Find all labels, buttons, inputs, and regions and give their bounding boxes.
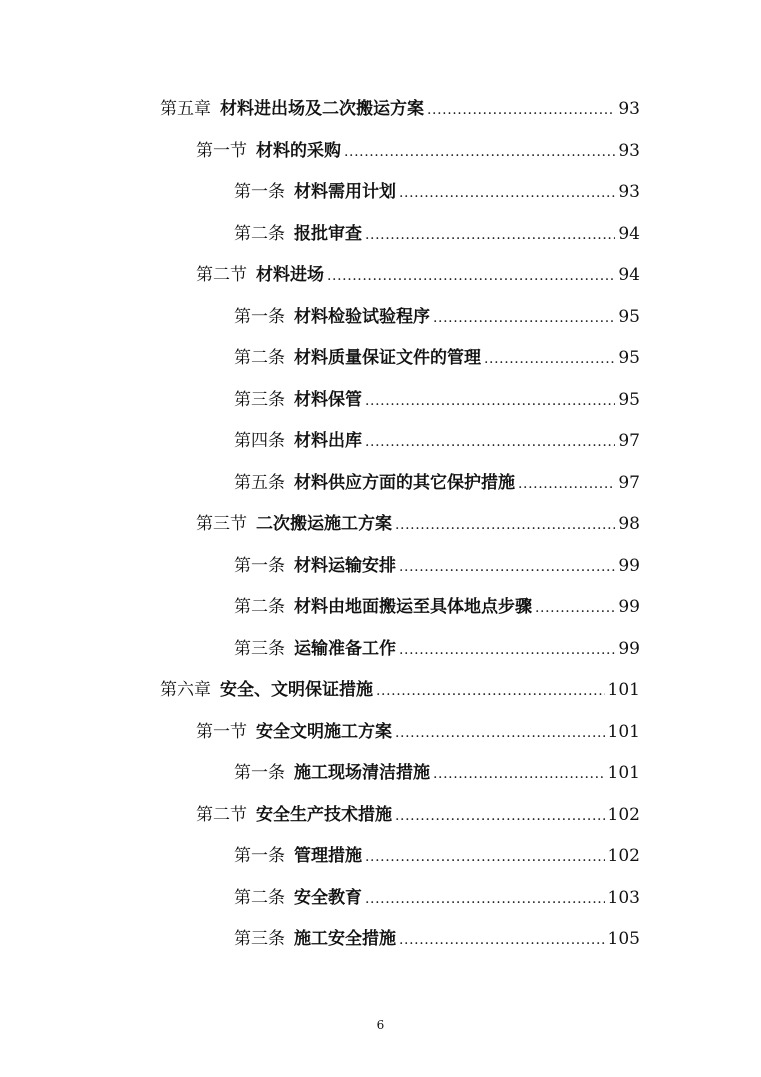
dot-leader — [365, 429, 615, 455]
toc-entry-page: 94 — [618, 224, 640, 244]
toc-entry-page: 97 — [618, 431, 640, 451]
toc-entry-chapter[interactable] — [160, 677, 640, 703]
toc-entry-number: 第一条 — [234, 763, 285, 783]
toc-entry-title: 材料的采购 — [256, 141, 341, 161]
toc-entry-number: 第二条 — [234, 224, 285, 244]
toc-entry-title: 报批审查 — [294, 224, 362, 244]
toc-entry-title: 安全、文明保证措施 — [220, 680, 373, 700]
toc-entry-title: 材料运输安排 — [294, 556, 396, 576]
dot-leader — [365, 886, 605, 912]
toc-entry-number: 第六章 — [160, 680, 211, 700]
dot-leader — [433, 761, 605, 787]
toc-entry-chapter[interactable] — [160, 96, 640, 122]
toc-entry-article[interactable] — [234, 387, 640, 413]
toc-entry-article[interactable] — [234, 428, 640, 454]
toc-entry-title: 材料检验试验程序 — [294, 307, 430, 327]
dot-leader — [518, 471, 615, 497]
toc-entry-number: 第一节 — [196, 722, 247, 742]
toc-entry-page: 101 — [607, 763, 640, 783]
dot-leader — [399, 927, 605, 953]
toc-entry-section[interactable] — [196, 719, 640, 745]
toc-entry-number: 第一条 — [234, 556, 285, 576]
dot-leader — [395, 512, 615, 538]
toc-entry-page: 95 — [618, 348, 640, 368]
toc-entry-article[interactable] — [234, 594, 640, 620]
dot-leader — [395, 803, 605, 829]
dot-leader — [395, 720, 605, 746]
toc-entry-page: 99 — [618, 639, 640, 659]
toc-entry-number: 第一条 — [234, 182, 285, 202]
toc-entry-page: 95 — [618, 307, 640, 327]
toc-entry-article[interactable] — [234, 345, 640, 371]
toc-entry-page: 99 — [618, 597, 640, 617]
toc-entry-number: 第二条 — [234, 348, 285, 368]
toc-entry-title: 安全文明施工方案 — [256, 722, 392, 742]
toc-entry-number: 第三节 — [196, 514, 247, 534]
toc-entry-number: 第三条 — [234, 929, 285, 949]
toc-entry-section[interactable] — [196, 802, 640, 828]
toc-entry-title: 施工现场清洁措施 — [294, 763, 430, 783]
toc-entry-article[interactable] — [234, 179, 640, 205]
toc-entry-title: 材料保管 — [294, 390, 362, 410]
toc-entry-page: 93 — [618, 182, 640, 202]
toc-entry-page: 93 — [618, 141, 640, 161]
toc-entry-article[interactable] — [234, 553, 640, 579]
toc-entry-page: 105 — [607, 929, 640, 949]
dot-leader — [433, 305, 615, 331]
toc-entry-page: 103 — [607, 888, 640, 908]
toc-entry-number: 第二条 — [234, 888, 285, 908]
toc-entry-article[interactable] — [234, 885, 640, 911]
toc-entry-title: 施工安全措施 — [294, 929, 396, 949]
dot-leader — [344, 139, 615, 165]
toc-entry-number: 第四条 — [234, 431, 285, 451]
page-number: 6 — [376, 1018, 385, 1032]
toc-entry-page: 102 — [607, 805, 640, 825]
toc-entry-section[interactable] — [196, 262, 640, 288]
toc-entry-title: 安全生产技术措施 — [256, 805, 392, 825]
toc-entry-number: 第一节 — [196, 141, 247, 161]
toc-entry-title: 材料需用计划 — [294, 182, 396, 202]
toc-entry-number: 第五章 — [160, 99, 211, 119]
toc-entry-number: 第二节 — [196, 265, 247, 285]
toc-entry-page: 94 — [618, 265, 640, 285]
toc-entry-title: 管理措施 — [294, 846, 362, 866]
dot-leader — [327, 263, 615, 289]
toc-entry-page: 99 — [618, 556, 640, 576]
toc-entry-page: 98 — [618, 514, 640, 534]
toc-entry-number: 第五条 — [234, 473, 285, 493]
toc-entry-page: 102 — [607, 846, 640, 866]
dot-leader — [365, 844, 605, 870]
dot-leader — [399, 637, 615, 663]
toc-entry-title: 二次搬运施工方案 — [256, 514, 392, 534]
toc-entry-number: 第三条 — [234, 390, 285, 410]
toc-entry-title: 运输准备工作 — [294, 639, 396, 659]
toc-entry-page: 101 — [607, 722, 640, 742]
toc-entry-page: 95 — [618, 390, 640, 410]
toc-entry-page: 97 — [618, 473, 640, 493]
toc-entry-article[interactable] — [234, 304, 640, 330]
toc-entry-article[interactable] — [234, 636, 640, 662]
toc-entry-title: 材料进出场及二次搬运方案 — [220, 99, 424, 119]
dot-leader — [535, 595, 615, 621]
toc-entry-page: 93 — [618, 99, 640, 119]
dot-leader — [427, 97, 615, 123]
toc-entry-section[interactable] — [196, 511, 640, 537]
toc-entry-number: 第二节 — [196, 805, 247, 825]
toc-entry-article[interactable] — [234, 221, 640, 247]
toc-entry-number: 第三条 — [234, 639, 285, 659]
toc-entry-title: 安全教育 — [294, 888, 362, 908]
dot-leader — [484, 346, 615, 372]
toc-entry-number: 第一条 — [234, 307, 285, 327]
toc-entry-title: 材料质量保证文件的管理 — [294, 348, 481, 368]
toc-entry-page: 101 — [607, 680, 640, 700]
toc-entry-section[interactable] — [196, 138, 640, 164]
toc-entry-title: 材料供应方面的其它保护措施 — [294, 473, 515, 493]
toc-entry-number: 第二条 — [234, 597, 285, 617]
toc-entry-article[interactable] — [234, 760, 640, 786]
dot-leader — [399, 554, 615, 580]
toc-entry-article[interactable] — [234, 926, 640, 952]
toc-entry-article[interactable] — [234, 470, 640, 496]
dot-leader — [365, 222, 615, 248]
toc-entry-number: 第一条 — [234, 846, 285, 866]
toc-entry-title: 材料由地面搬运至具体地点步骤 — [294, 597, 532, 617]
dot-leader — [399, 180, 615, 206]
toc-entry-title: 材料出库 — [294, 431, 362, 451]
dot-leader — [365, 388, 615, 414]
toc-entry-title: 材料进场 — [256, 265, 324, 285]
toc-entry-article[interactable] — [234, 843, 640, 869]
dot-leader — [376, 678, 605, 704]
